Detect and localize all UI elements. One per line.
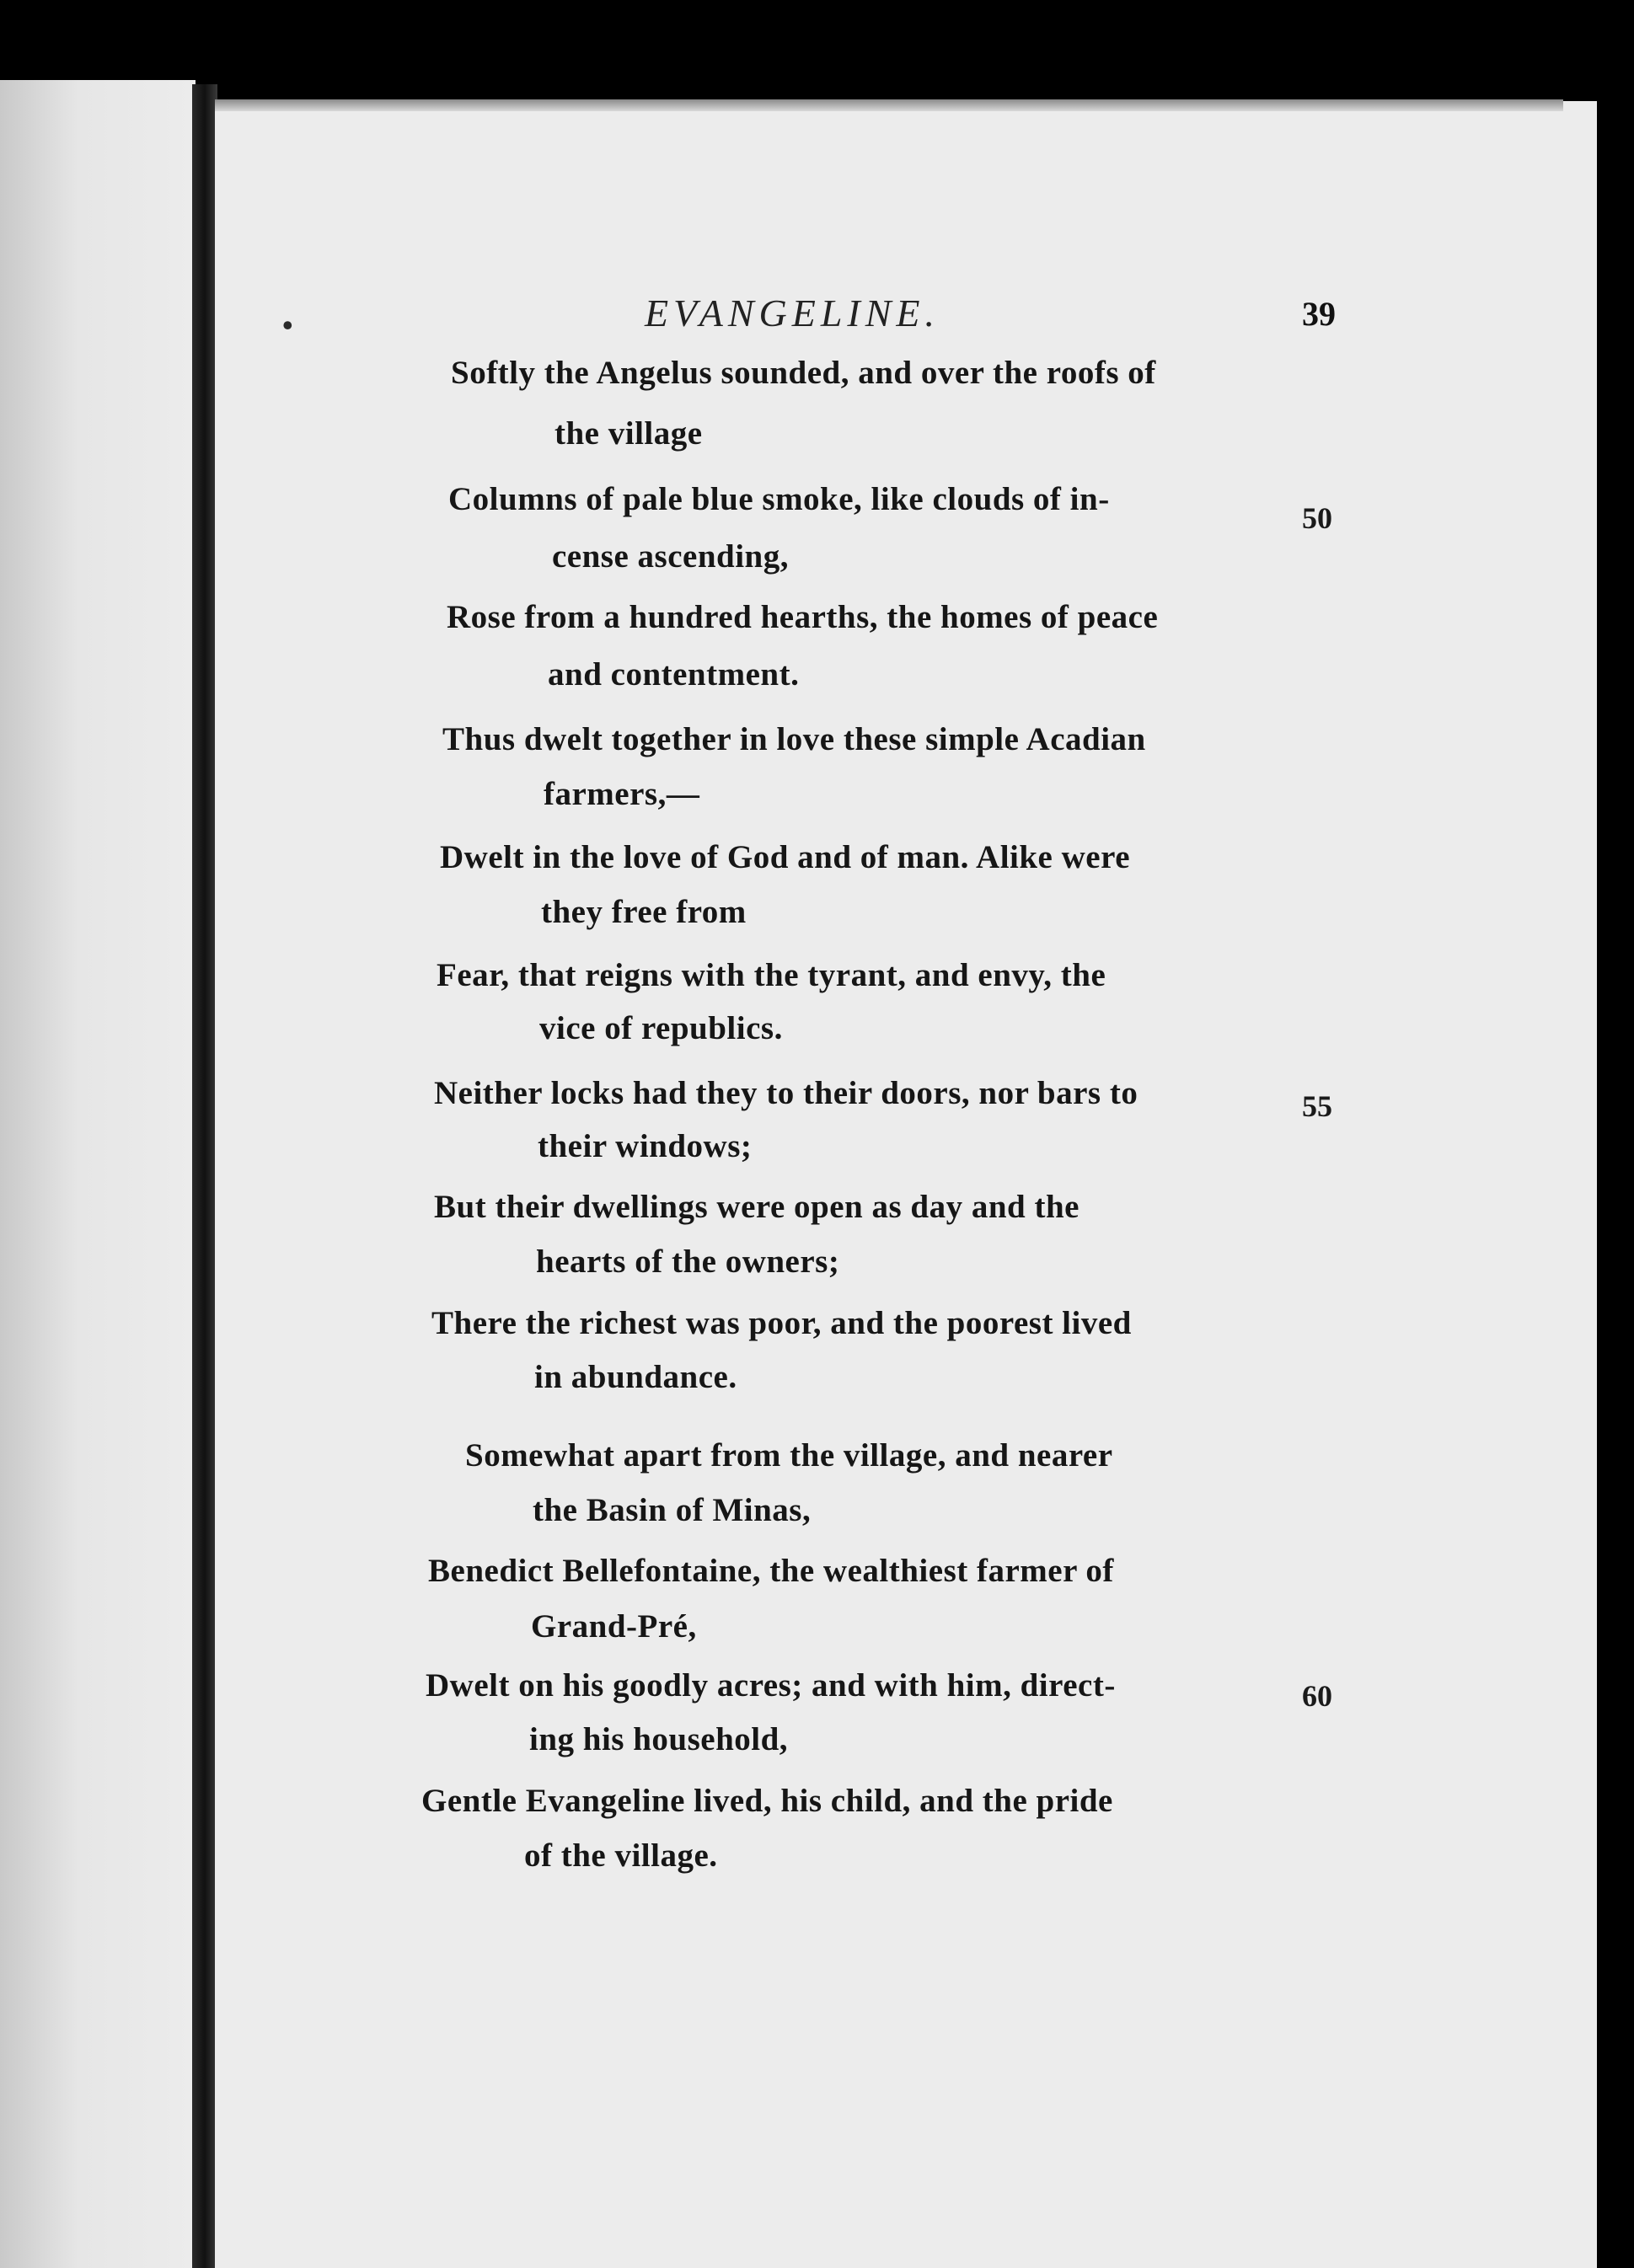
book-page — [215, 101, 1597, 2268]
verse-line-continuation: their windows; — [538, 1128, 753, 1164]
verse-line: Somewhat apart from the village, and nearer — [465, 1437, 1113, 1474]
verse-line-continuation: of the village. — [524, 1837, 718, 1874]
verse-line-continuation: the Basin of Minas, — [533, 1492, 812, 1528]
book-spine — [192, 84, 217, 2268]
facing-page-edge — [0, 80, 196, 2268]
verse-line: Gentle Evangeline lived, his child, and the pride — [421, 1783, 1113, 1819]
verse-line-continuation: in abundance. — [534, 1359, 737, 1395]
verse-line: Dwelt in the love of God and of man. Alike were — [440, 839, 1131, 875]
verse-line-continuation: farmers,— — [544, 776, 700, 812]
verse-line-continuation: cense ascending, — [552, 538, 789, 575]
verse-line: Fear, that reigns with the tyrant, and envy, the — [437, 957, 1106, 993]
verse-line: Softly the Angelus sounded, and over the roofs of — [451, 355, 1156, 391]
verse-line: Dwelt on his goodly acres; and with him, direct- — [426, 1667, 1116, 1704]
page-top-edge — [215, 99, 1563, 111]
verse-line: Benedict Bellefontaine, the wealthiest farmer of — [428, 1553, 1114, 1589]
verse-line-continuation: ing his household, — [529, 1721, 789, 1757]
line-number: 50 — [1302, 501, 1332, 535]
page-title: EVANGELINE. — [644, 292, 940, 334]
verse-line-continuation: Grand-Pré, — [531, 1608, 697, 1645]
verse-line: But their dwellings were open as day and the — [434, 1189, 1080, 1225]
verse-line: Columns of pale blue smoke, like clouds of in- — [448, 481, 1110, 517]
verse-line: Neither locks had they to their doors, nor bars to — [434, 1075, 1138, 1111]
verse-line: There the richest was poor, and the poorest lived — [431, 1305, 1132, 1341]
verse-line-continuation: they free from — [541, 894, 747, 930]
verse-line-continuation: the village — [554, 415, 703, 452]
verse-line-continuation: hearts of the owners; — [536, 1244, 840, 1280]
verse-line-continuation: vice of republics. — [539, 1010, 783, 1046]
line-number: 60 — [1302, 1679, 1332, 1713]
page-number: 39 — [1302, 295, 1336, 333]
verse-line-continuation: and contentment. — [548, 656, 800, 693]
verse-line: Thus dwelt together in love these simple Acadian — [442, 721, 1146, 757]
line-number: 55 — [1302, 1089, 1332, 1123]
verse-line: Rose from a hundred hearths, the homes of peace — [447, 599, 1159, 635]
head-ornament: • — [282, 308, 293, 342]
